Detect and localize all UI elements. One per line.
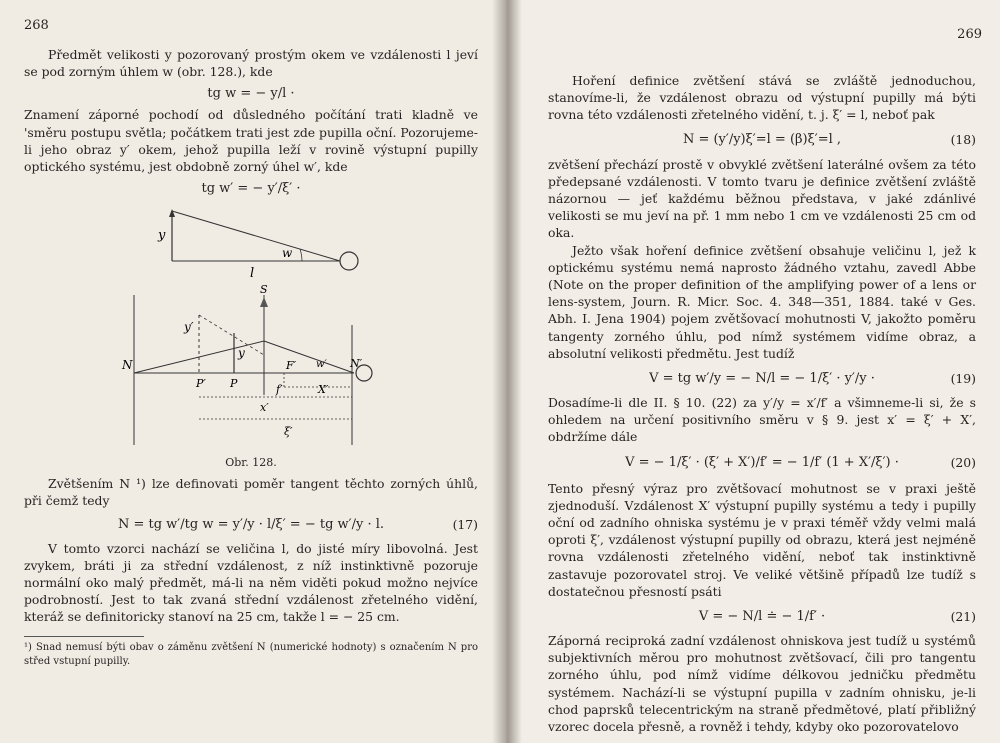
right-para-1: Hoření definice zvětšení stává se zvláště jednoduchou, stanovíme-li, že vzdálenost obrazu od výstupní pupilly má býti rovna této vzdálenosti zřetelného vidění, t. j. ξ′ = l, neboť pak [548,73,976,123]
formula-19: V = tg w′/y = − N/l = − 1/ξ′ · y′/y · (19) [649,370,976,386]
ray-out [264,341,354,373]
label-w: w [282,246,293,261]
right-para-2: zvětšení přechází prostě v obvyklé zvětšení laterálné ovšem za této předepsané vzdálenosti. V tomto tvaru je definice zvětšení zvláště názornou — jeť každému běžnou představa, v jaké zdánlivé velikosti se mu jeví na př. 1 mm nebo 1 cm ve vzdálenosti 25 cm od oka. [548,156,976,241]
formula-18: N = (y′/y)ξ′=l = (β)ξ′=l , (18) [682,132,976,148]
label-S: S [260,285,268,297]
figure-optical-system [24,285,478,450]
left-footnote: ¹) Snad nemusí býti obav o záměnu zvětšení N (numerické hodnoty) s označením N pro střed vstupní pupilly. [24,641,478,667]
right-para-3: Ježto však hoření definice zvětšení obsahuje veličinu l, jež k optickému systému nemá naprosto žádného vztahu, zavedl Abbe (Note on the proper definition of the amplifying power of a lens or lens-system, Journ. R. Micr. Soc. 4. 348—351, 1884. také v Ges. Abh. I. Jena 1904) pojem zvětšovací mohutnosti V, jakožto poměru tangenty zorného úhlu, pod nímž systémem vidíme obraz, a absolutní velikosti předmětu. Jest tudíž [548,242,976,361]
left-para-1: Předmět velikosti y pozorovaný prostým okem ve vzdálenosti l jeví se pod zorným úhlem w (obr. 128.), kde [24,47,478,80]
angle-arc [300,249,302,261]
eq-number-20: (20) [950,455,976,471]
label-w-prime: w′ [316,359,327,371]
eye-circle [340,252,358,270]
label-y: y [158,228,166,244]
label-f-prime: f′ [276,383,283,397]
label-P-prime: P′ [196,377,206,391]
label-y-prime: y′ [184,320,194,335]
left-para-3: Zvětšením N ¹) lze definovati poměr tangent těchto zorných úhlů, při čemž tedy [24,476,478,509]
right-para-5: Tento přesný výraz pro zvětšovací mohutnost se v praxi ještě zjednoduší. Vzdálenost X′ výstupní pupilly systému a tedy i pupilly oční od zadního ohniska systému je v praxi téměř vždy velmi malá oproti ξ′, vzdálenost výstupní pupilly od obrazu, která jest nejméně rovna vzdálenosti zřetelného vidění, neboť tak instinktivně zastavuje pozorovatel stroj. Ve veliké většině případů lze tudíž s dostatečnou přesností psáti [548,480,976,599]
formula-tg-w: tg w = − y/l · [207,85,295,101]
eq-number-19: (19) [950,370,976,386]
book-gutter [492,0,522,743]
eq-number-17: (17) [452,517,478,533]
lens-marker [260,297,268,307]
label-X-prime: X′ [318,383,329,397]
label-y-small: y [238,346,245,361]
right-page-number: 269 [957,27,982,42]
ray-line [172,211,340,261]
formula-21: V = − N/l ≐ − 1/f′ · (21) [698,608,976,624]
eq-number-18: (18) [950,132,976,148]
label-F-prime: F′ [286,359,297,373]
label-N: N [122,358,133,373]
right-para-4: Dosadíme-li dle II. § 10. (22) za y′/y = x′/f′ a všimneme-li si, že s ohledem na určení positivního směru v § 9. jest x′ = ξ′ + X′, obdržíme dále [548,395,976,445]
formula-20: V = − 1/ξ′ · (ξ′ + X′)/f′ = − 1/f′ (1 + X′/ξ′) · (20) [625,455,976,471]
label-x-prime: x′ [260,401,269,415]
footnote-rule [24,636,144,637]
formula-tg-w-prime: tg w′ = − y′/ξ′ · [201,180,301,196]
eq-number-21: (21) [950,608,976,624]
label-P: P [230,377,238,391]
left-para-4: V tomto vzorci nachází se veličina l, do jisté míry libovolná. Jest zvykem, bráti ji za střední vzdálenost, z níž instinktivně pozoruje normální oko malý předmět, má-li na něm viděti pokud možno nejvíce podrobností. Jest to tak zvaná střední vzdálenost zřetelného vidění, kteráž se definitoricky stanoví na 25 cm, takže l = − 25 cm. [24,540,478,625]
left-page-number: 268 [24,18,49,33]
figure-caption: Obr. 128. [225,456,277,470]
right-page [506,0,1000,743]
figure-visual-angle [24,201,478,281]
formula-17: N = tg w′/tg w = y′/y · l/ξ′ = − tg w′/y · l. (17) [117,517,478,533]
label-l: l [250,266,255,282]
label-N-prime: N′ [350,357,363,371]
label-xi-prime: ξ′ [284,425,293,439]
arrowhead [169,209,175,217]
left-para-2: Znamení záporné pochodí od důsledného počítání trati kladně ve 'směru postupu světla; počátkem trati jest zde pupilla oční. Pozorujeme-li jeho obraz y′ okem, jehož pupilla leží v rovině výstupní pupilly optického systému, jest obdobně zorný úhel w′, kde [24,107,478,175]
right-para-6: Záporná reciproká zadní vzdálenost ohniskova jest tudíž u systémů subjektivních měrou pro mohutnost zvětšovací, čili pro tangentu zorného úhlu, pod nímž vidíme délkovou jedničku předmětu systémem. Nachází-li se výstupní pupilla v zadním ohnisku, je-li chod paprsků telecentrickým na straně předmětové, platí přibližný vzorec docela přesně, a rovněž i tehdy, kdyby oko pozorovatelovo [548,633,976,735]
